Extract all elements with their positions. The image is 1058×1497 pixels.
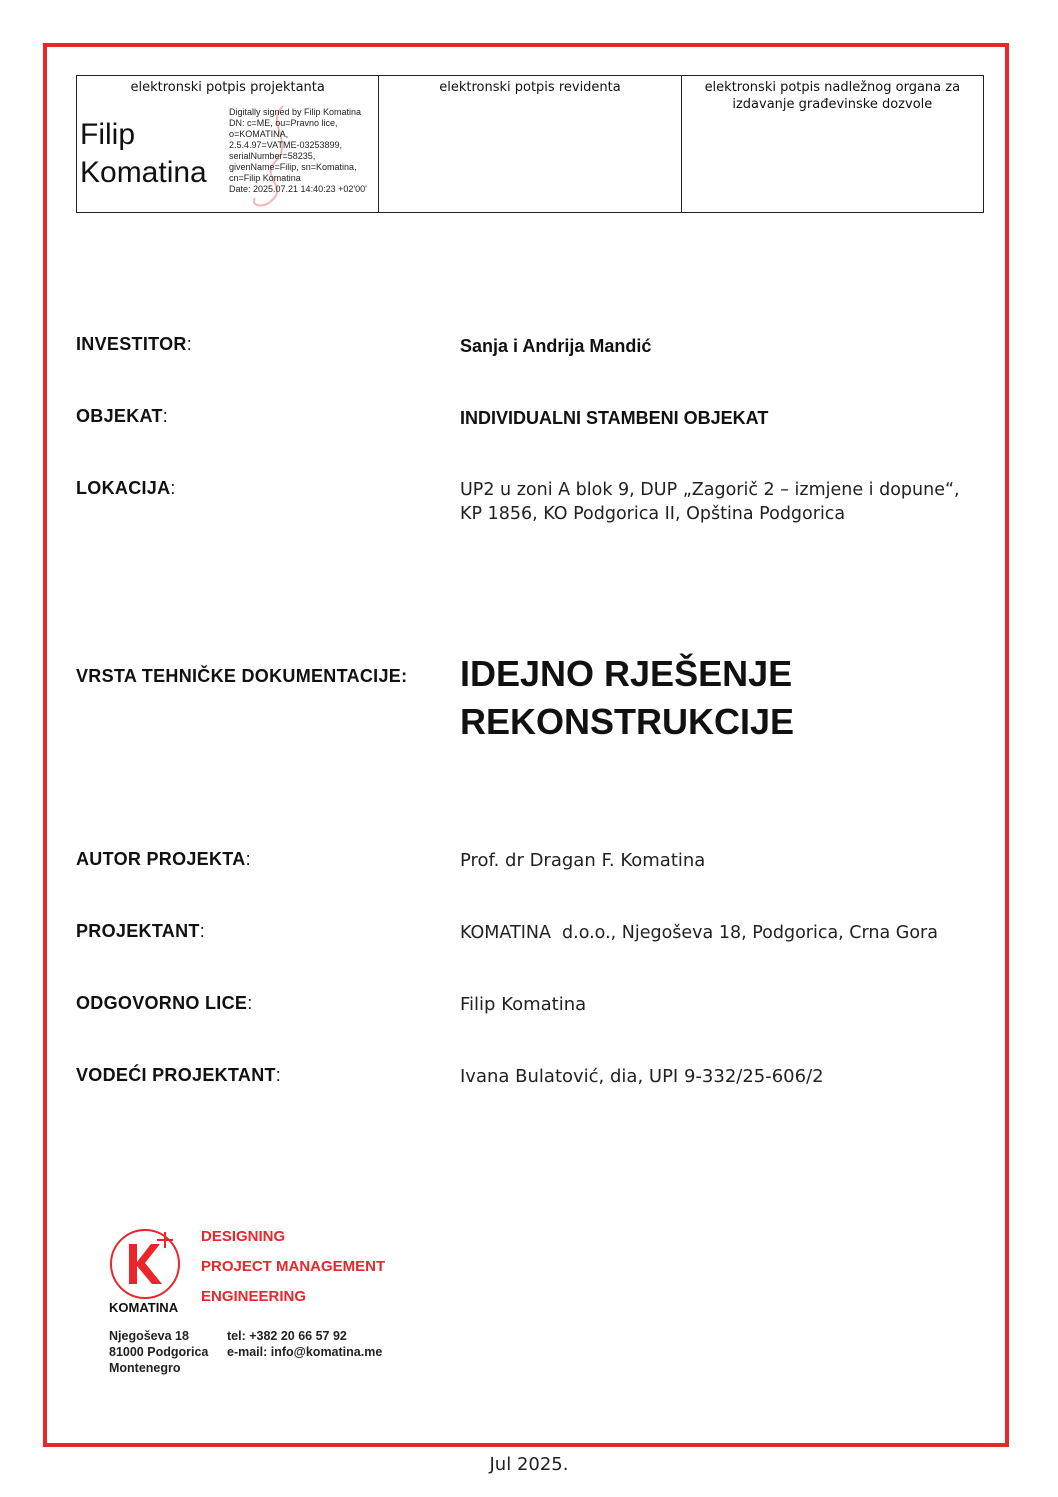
- investitor-label: INVESTITOR:: [76, 334, 192, 354]
- digital-signature-details: Digitally signed by Filip Komatina DN: c=ME, ou=Pravno lice, o=KOMATINA, 2.5.4.97=VATME-03253899, serialNumber=58235, givenName=Filip, sn=Komatina, cn=Filip Komatina Date: 2025.07.21 14:40:23 +02'00': [229, 107, 367, 194]
- odgovorno-label: ODGOVORNO LICE:: [76, 993, 253, 1013]
- autor-value: Prof. dr Dragan F. Komatina: [460, 850, 706, 871]
- objekat-value: INDIVIDUALNI STAMBENI OBJEKAT: [460, 408, 769, 428]
- lokacija-label: LOKACIJA:: [76, 478, 176, 498]
- document-type-title: IDEJNO RJEŠENJE REKONSTRUKCIJE: [460, 653, 795, 742]
- lokacija-value: UP2 u zoni A blok 9, DUP „Zagorič 2 – izmjene i dopune“, KP 1856, KO Podgorica II, Opština Podgorica: [460, 480, 960, 524]
- projektant-label: PROJEKTANT:: [76, 921, 205, 941]
- logo-services: DESIGNING PROJECT MANAGEMENT ENGINEERING: [201, 1228, 386, 1305]
- document-date: Jul 2025.: [489, 1454, 569, 1475]
- odgovorno-value: Filip Komatina: [460, 994, 587, 1015]
- signer-name: Filip Komatina: [80, 118, 207, 189]
- projektant-value: KOMATINA d.o.o., Njegoševa 18, Podgorica, Crna Gora: [460, 923, 938, 943]
- vrsta-label: VRSTA TEHNIČKE DOKUMENTACIJE:: [76, 666, 408, 686]
- designer-signature-header: elektronski potpis projektanta: [130, 80, 325, 95]
- vodeci-label: VODEĆI PROJEKTANT:: [76, 1065, 282, 1085]
- logo-company-name: KOMATINA: [109, 1300, 179, 1315]
- komatina-logo-icon: [107, 1224, 187, 1300]
- vodeci-value: Ivana Bulatović, dia, UPI 9-332/25-606/2: [460, 1066, 824, 1087]
- designer-signature-cell: [77, 76, 379, 212]
- autor-label: AUTOR PROJEKTA:: [76, 849, 251, 869]
- company-contact: tel: +382 20 66 57 92 e-mail: info@komatina.me: [227, 1329, 383, 1359]
- investitor-value: Sanja i Andrija Mandić: [460, 336, 652, 356]
- company-logo-block: [107, 1220, 407, 1380]
- company-address: Njegoševa 18 81000 Podgorica Montenegro: [109, 1329, 209, 1375]
- authority-signature-cell: [682, 76, 983, 212]
- authority-signature-header: elektronski potpis nadležnog organa za izdavanje građevinske dozvole: [704, 80, 961, 112]
- objekat-label: OBJEKAT:: [76, 406, 169, 426]
- reviewer-signature-header: elektronski potpis revidenta: [439, 80, 621, 95]
- reviewer-signature-cell: [379, 76, 681, 212]
- signature-table: [76, 75, 984, 213]
